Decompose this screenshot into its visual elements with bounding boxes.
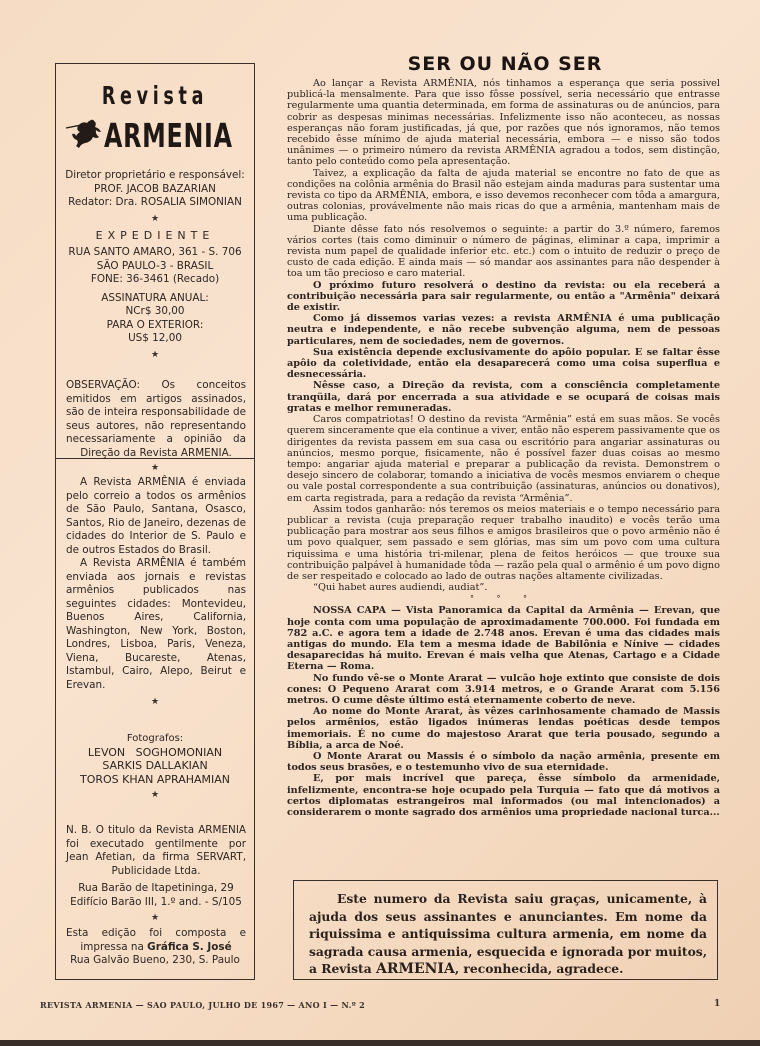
staff-director-name: PROF. JACOB BAZARIAN	[94, 182, 216, 195]
star-divider: ★	[150, 790, 160, 800]
article-quote: “Qui habet aures audiendi, audiat”.	[313, 582, 488, 594]
masthead-name: ARMENIA	[104, 116, 233, 155]
printing-text	[56, 927, 254, 954]
section-separator: ° ° °	[469, 594, 538, 604]
cover-paragraph: O Monte Ararat ou Massis é o símbolo da nação armênia, presente em todos seus brasões, e o testemunho vivo de sua eternidade.	[287, 750, 720, 774]
address-phone: FONE: 36-3461 (Recado)	[90, 273, 220, 285]
article-body	[287, 78, 720, 818]
masthead-logo-row	[64, 114, 250, 154]
page-bottom-edge	[0, 1040, 760, 1046]
cover-paragraph: No fundo vê-se o Monte Ararat — vulcão hoje extinto que consiste de dois cones: O Pequeno Ararat com 3.914 metros, e o Grande Ararat com 5.156 metros. O cume dêste último está eternamente coberto de neve.	[287, 672, 720, 706]
expediente-heading: EXPEDIENTE	[95, 228, 215, 242]
observacao-label: OBSERVAÇÃO:	[66, 379, 140, 391]
article-paragraph: Caros compatriotas! O destino da revista “Armênia” está em suas mãos. Se vocês querem sinceramente que ela continue a viver, então não esperem passivamente que os dirigentes da revista passem em sua casa ou escritório para angariar assinaturas ou anúncios, mesmo porque, fisicamente, não é possível fazer duas coisas ao mesmo tempo: angariar ajuda material e preparar a publicação da revista. Demonstrem o desejo sincero de colaborar, tomando a iniciativa de vocês mesmos enviarem o cheque ou vale postal correspondente a sua contribuição (assinaturas, anúncios ou donativos), em carta registrada, para a redação da revista “Armênia”.	[287, 414, 720, 504]
subscription-label: ASSINATURA ANUAL:	[101, 291, 209, 304]
star-divider: ★	[150, 463, 160, 473]
article-paragraph-bold: O próximo futuro resolverá o destino da revista: ou ela receberá a contribuição necessária para sair regularmente, ou então a "Armênia" deixará de existir.	[287, 279, 720, 314]
thanks-box	[293, 880, 718, 980]
observacao-block	[56, 379, 254, 460]
article-paragraph: Assim todos ganharão: nós teremos os meios materiais e o tempo necessário para publicar a revista (cuja preparação requer trabalho inaudito) e vocês terão uma publicação para mostrar aos seus filhos e amigos brasileiros que o povo armênio não é um povo qualquer, sem passado e sem glórias, mas sim um povo com uma cultura riquissima e uma história tri-milenar, plena de feitos heróicos — que trouxe sua contribuição palpável à humanidade tôda — razão pela qual o armênio é um povo digno de ser respeitado e colocado ao lado de outras nações altamente civilizadas.	[287, 503, 720, 582]
thanks-magazine-name: ARMENIA	[375, 961, 455, 977]
star-divider: ★	[150, 913, 160, 923]
photographers-block	[56, 732, 254, 801]
printing-company: Gráfica S. José	[147, 940, 232, 953]
article-paragraph-bold: Sua existência depende exclusivamente do apôio popular. E se faltar êsse apôio da coletividade, então ela desaparecerá como uma coisa superflua e desnecessária.	[287, 346, 720, 381]
masthead-sidebar	[55, 63, 255, 980]
subscription-price: NCr$ 30,00	[125, 305, 185, 317]
cover-paragraph: NOSSA CAPA — Vista Panoramica da Capital da Armênia — Erevan, que hoje conta com uma população de aproximadamente 700.000. Foi fundada em 782 a.C. e agora tem a idade de 2.748 anos. Erevan é uma das cidades mais antigas do mundo. Ela tem a mesma idade de Babilônia e Nínive — cidades desaparecidas há muito. Erevan é mais velha que Atenas, Cartago e a Cidade Eterna — Roma.	[287, 605, 720, 673]
photographer-name: SARKIS DALLAKIAN	[102, 759, 208, 772]
cover-paragraph: Ao nome do Monte Ararat, às vêzes carinhosamente chamado de Massis pelos armênios, estão ligados inúmeras lendas poéticas desde tempos imemoriais. É no cume do majestoso Ararat que teria pousado, segundo a Bíblia, a arca de Noé.	[287, 706, 720, 751]
nb-text: N. B. O titulo da Revista ARMENIA foi executado gentilmente por Jean Afetian, da firma SERVART, Publicidade Ltda.	[66, 824, 246, 877]
divider-line	[56, 458, 254, 459]
address-line: RUA SANTO AMARO, 361 - S. 706	[68, 246, 242, 258]
page-footer: REVISTA ARMENIA — SAO PAULO, JULHO DE 1967 — ANO I — N.º 2	[40, 1000, 365, 1010]
masthead-title: Revista	[101, 81, 209, 110]
photographers-heading: Fotografos:	[126, 733, 184, 744]
thanks-text: Este numero da Revista saiu graças, unicamente, à ajuda dos seus assinantes e anunciantes. Em nome da riquissima e antiquissima cultura armenia, em nome da sagrada causa armenia, esquecida e ignorada por muitos, a Revista	[309, 891, 707, 976]
subscription-abroad-label: PARA O EXTERIOR:	[106, 318, 204, 331]
distribution-paragraph: A Revista ARMÊNIA é também enviada aos jornais e revistas armênios publicados nas seguintes cidades: Montevideu, Buenos Aires, California, Washington, New York, Boston, Londres, Lisboa, Paris, Veneza, Viena, Bucareste, Atenas, Istambul, Cairo, Alepo, Beirut e Erevan.	[66, 557, 246, 691]
photographer-name: LEVON SOGHOMONIAN	[87, 745, 223, 759]
article-paragraph: Ao lançar a Revista ARMÊNIA, nós tinhamos a esperança que seria possivel publicá-la mensalmente. Para que isso fôsse possível, seria necessário que entrasse regularmente uma quantia determinada, em forma de assinaturas ou de anúncios, para cobrir as despesas minimas necessárias. Infelizmente isso não aconteceu, as nossas esperanças não foram justificadas, já que, por razões que nós ignoramos, não temos recebido êsse mínimo de ajuda material necessária, embora — e nisso são todos unânimes — o primeiro número da revista ARMÊNIA agradou a todos, sem distinção, tanto pelo conteúdo como pela apresentação.	[287, 78, 720, 168]
star-divider: ★	[150, 349, 160, 360]
address-line: SÃO PAULO-3 - BRASIL	[96, 259, 214, 272]
cover-paragraph: E, por mais incrível que pareça, êsse símbolo da armenidade, infelizmente, encontra-se hoje ocupado pela Turquia — fato que dá motivos a certos diplomatas estrangeiros mal informados (ou mal intencionados) a considerarem o monte sagrado dos armênios uma propriedade nacional turca...	[287, 773, 720, 818]
subscription-abroad-price: US$ 12,00	[128, 332, 182, 344]
article-paragraph: Diante dêsse fato nós resolvemos o seguinte: a partir do 3.º número, faremos vários cortes (tais como diminuir o número de páginas, eliminar a capa, imprimir a revista num papel de qualidade inferior etc. etc.) com o intuito de reduzir o preço de custo de cada edição. E ainda mais — só mandar aos assinantes para não despender à toa um tão precioso e caro material.	[287, 223, 720, 280]
staff-editor: Redator: Dra. ROSALIA SIMONIAN	[68, 196, 242, 208]
star-divider: ★	[150, 213, 160, 224]
staff-block	[56, 169, 254, 361]
nb-address-line: Rua Barão de Itapetininga, 29	[78, 882, 234, 894]
article-paragraph-bold: Nêsse caso, a Direção da revista, com a consciência completamente tranqüila, dará por encerrada a sua atividade e se ocupará de coisas mais gratas e melhor remuneradas.	[287, 380, 720, 414]
staff-director-label: Diretor proprietário e responsável:	[65, 169, 245, 181]
nb-block	[56, 824, 254, 968]
distribution-paragraph: A Revista ARMÊNIA é enviada pelo correio a todos os armênios de São Paulo, Santana, Osasco, Santos, Rio de Janeiro, dezenas de cidades do Interior de S. Paulo e de outros Estados do Brasil.	[66, 476, 246, 556]
printing-intro: Esta edição foi composta e impressa na	[66, 927, 246, 953]
page-number: 1	[714, 999, 721, 1009]
article-title: SER OU NÃO SER	[407, 53, 603, 75]
article-paragraph-bold: Como já dissemos varias vezes: a revista ARMÊNIA é uma publicação neutra e independente, e não recebe subvenção alguma, nem de pessoas particulares, nem de sociedades, nem de governos.	[287, 313, 720, 347]
photographer-name: TOROS KHAN APRAHAMIAN	[79, 772, 231, 786]
nb-address-line: Edifício Barão III, 1.º and. - S/105	[70, 895, 242, 908]
article-paragraph: Taivez, a explicação da falta de ajuda material se encontre no fato de que as condições na colônia armênia do Brasil não estejam ainda maduras para sustentar uma revista co tipo da ARMÊNIA, embora, e isso devemos reconhecer com tôda a amargura, outras colonias, provávelmente não mais ricas do que a armênia, mantenham mais de uma publicação.	[287, 167, 720, 224]
printing-address: Rua Galvão Bueno, 230, S. Paulo	[70, 954, 240, 966]
distribution-block	[56, 462, 254, 708]
observacao-body: Os conceitos emitidos em artigos assinados, são de inteira responsabilidade de seus autores, não representando necessariamente a opinião da Direção da Revista ARMENIA.	[66, 379, 246, 459]
observacao-text	[56, 379, 254, 460]
star-divider: ★	[150, 697, 160, 707]
thanks-text-end: , reconhecida, agradece.	[454, 961, 624, 976]
